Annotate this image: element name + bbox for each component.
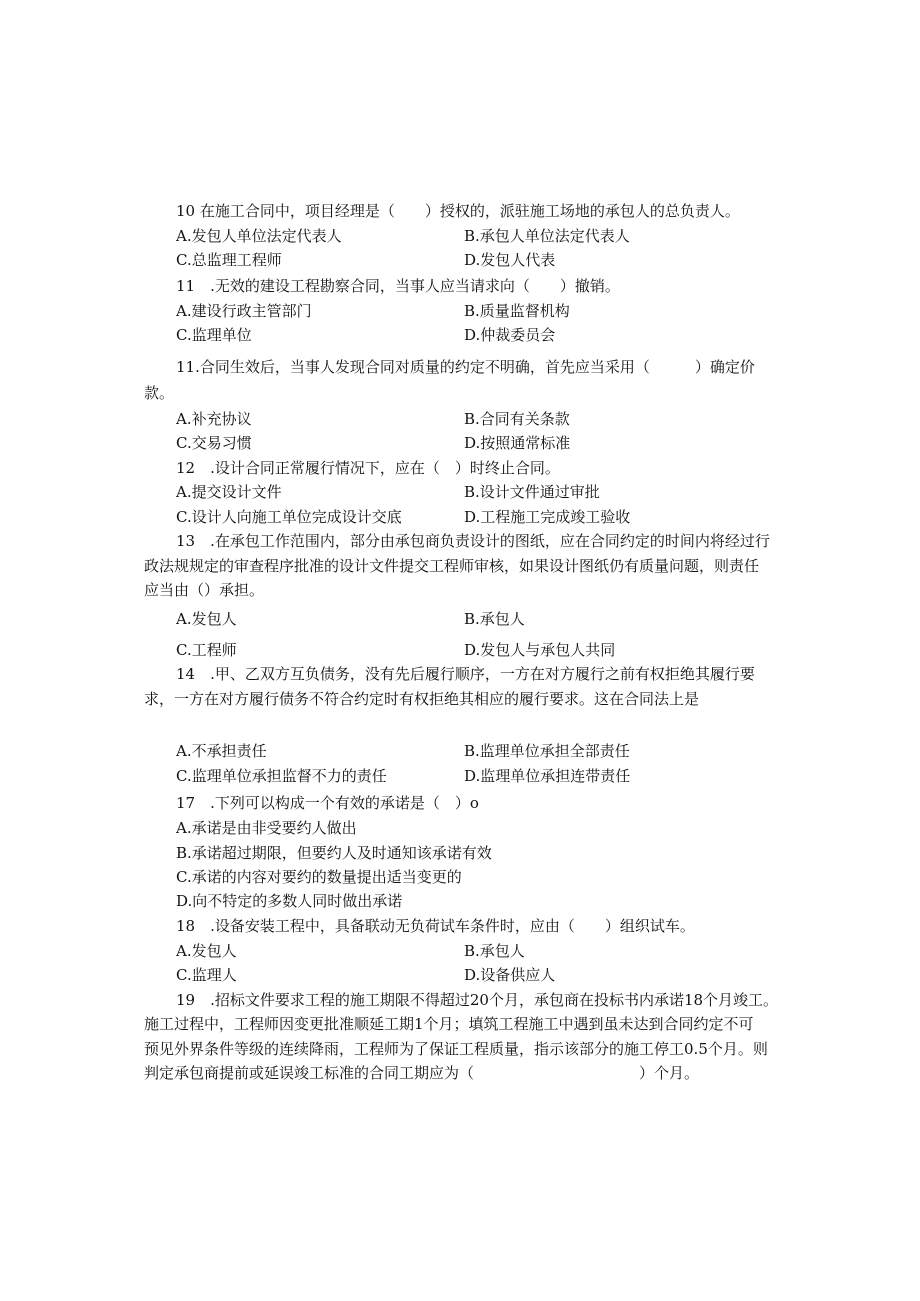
question-17-option-b: B.承诺超过期限，但要约人及时通知该承诺有效 [176,844,492,862]
question-12-option-c: C.设计人向施工单位完成设计交底 [176,508,402,526]
question-11-option-b: B.质量监督机构 [464,302,570,320]
question-17-option-a: A.承诺是由非受要约人做出 [176,819,357,837]
question-13-option-c: C.工程师 [176,641,237,659]
question-18-option-c: C.监理人 [176,966,237,984]
question-19-stem-line-4: 判定承包商提前或延误竣工标准的合同工期应为（ ）个月。 [144,1064,700,1082]
question-13-stem-line-1: 13 .在承包工作范围内，部分由承包商负责设计的图纸，应在合同约定的时间内将经过行 [176,532,770,550]
question-11b-option-c: C.交易习惯 [176,434,252,452]
question-13-option-a: A.发包人 [176,610,237,628]
question-17-stem: 17 .下列可以构成一个有效的承诺是（ ）o [176,794,479,812]
question-14-option-a: A.不承担责任 [176,742,267,760]
question-12-option-d: D.工程施工完成竣工验收 [464,508,631,526]
question-10-option-b: B.承包人单位法定代表人 [464,227,630,245]
question-11b-option-a: A.补充协议 [176,410,252,428]
question-18-option-b: B.承包人 [464,942,525,960]
question-12-stem: 12 .设计合同正常履行情况下，应在（ ）时终止合同。 [176,459,560,477]
question-10-option-c: C.总监理工程师 [176,251,282,269]
question-12-option-b: B.设计文件通过审批 [464,483,600,501]
question-10-option-a: A.发包人单位法定代表人 [176,227,342,245]
question-17-option-c: C.承诺的内容对要约的数量提出适当变更的 [176,868,462,886]
question-13-option-b: B.承包人 [464,610,525,628]
question-12-option-a: A.提交设计文件 [176,483,282,501]
question-17-option-d: D.向不特定的多数人同时做出承诺 [176,892,403,910]
question-11b-stem-line-2: 款。 [144,384,175,402]
question-13-stem-line-2: 政法规规定的审查程序批准的设计文件提交工程师审核，如果设计图纸仍有质量问题，则责任 [144,557,760,575]
question-14-stem-line-2: 求，一方在对方履行债务不符合约定时有权拒绝其相应的履行要求。这在合同法上是 [144,690,700,708]
question-13-option-d: D.发包人与承包人共同 [464,641,616,659]
question-11-option-a: A.建设行政主管部门 [176,302,312,320]
question-10-option-d: D.发包人代表 [464,251,556,269]
question-11-stem: 11 .无效的建设工程勘察合同，当事人应当请求向（ ）撤销。 [176,277,620,295]
question-14-option-d: D.监理单位承担连带责任 [464,767,631,785]
question-18-option-d: D.设备供应人 [464,966,556,984]
question-18-option-a: A.发包人 [176,942,237,960]
question-11b-option-d: D.按照通常标准 [464,434,571,452]
question-14-stem-line-1: 14 .甲、乙双方互负债务，没有先后履行顺序，一方在对方履行之前有权拒绝其履行要 [176,665,755,683]
question-18-stem: 18 .设备安装工程中，具备联动无负荷试车条件时，应由（ ）组织试车。 [176,917,695,935]
question-11-option-d: D.仲裁委员会 [464,326,556,344]
question-11b-option-b: B.合同有关条款 [464,410,570,428]
question-10-stem: 10 在施工合同中，项目经理是（ ）授权的，派驻施工场地的承包人的总负责人。 [176,202,740,220]
question-14-option-c: C.监理单位承担监督不力的责任 [176,767,387,785]
question-13-stem-line-3: 应当由（）承担。 [144,581,265,599]
question-19-stem-line-3: 预见外界条件等级的连续降雨，工程师为了保证工程质量，指示该部分的施工停工0.5个月。则 [144,1040,768,1058]
question-14-option-b: B.监理单位承担全部责任 [464,742,630,760]
question-11-option-c: C.监理单位 [176,326,252,344]
question-19-stem-line-1: 19 .招标文件要求工程的施工期限不得超过20个月，承包商在投标书内承诺18个月竣工。 [176,991,779,1009]
question-19-stem-line-2: 施工过程中，工程师因变更批准顺延工期1个月；填筑工程施工中遇到虽未达到合同约定不可 [144,1015,754,1033]
question-11b-stem-line-1: 11.合同生效后，当事人发现合同对质量的约定不明确，首先应当采用（ ）确定价 [176,358,755,376]
